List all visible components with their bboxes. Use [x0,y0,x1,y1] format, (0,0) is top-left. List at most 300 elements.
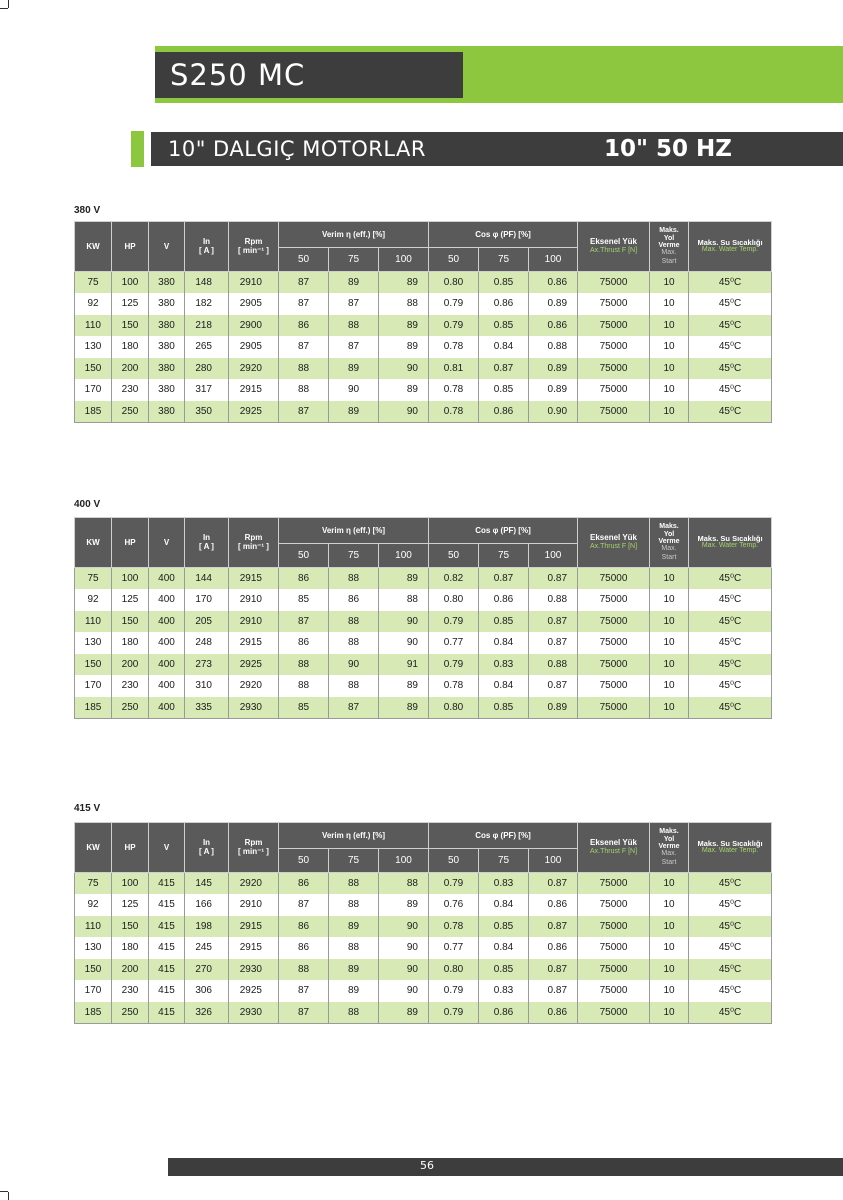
table-cell: 0.86 [529,272,578,294]
table-slot-415 [0,822,763,1024]
table-cell: 0.88 [529,589,578,611]
table-row [75,401,772,423]
table-cell: 380 [149,293,185,315]
table-cell: 130 [75,937,112,959]
table-cell: 0.90 [529,401,578,423]
col-rpm [229,222,279,272]
table-cell: 380 [149,315,185,337]
table-cell: 90 [379,916,429,938]
table-cell: 87 [279,401,329,423]
table-cell: 45⁰C [689,916,772,938]
page-number: 56 [420,1159,434,1172]
table-row [75,937,772,959]
col-v: V [149,518,185,568]
table-cell: 88 [379,873,429,895]
table-cell: 2925 [229,654,279,676]
table-cell: 0.85 [479,379,529,401]
table-cell: 245 [185,937,229,959]
col-hp: HP [112,823,149,873]
table-cell: 350 [185,401,229,423]
col-in-label: In [202,237,211,247]
table-cell: 89 [379,568,429,590]
table-cell: 0.89 [529,293,578,315]
table-cell: 45⁰C [689,358,772,380]
col-pf-75: 75 [479,849,529,873]
table-row [75,675,772,697]
table-cell: 145 [185,873,229,895]
table-cell: 148 [185,272,229,294]
col-efficiency: Verim η (eff.) [%] [279,222,429,248]
col-kw: KW [75,222,112,272]
table-cell: 125 [112,293,149,315]
table-cell: 10 [650,379,689,401]
table-cell: 75000 [578,980,650,1002]
table-body [75,568,772,719]
table-cell: 88 [329,568,379,590]
table-cell: 87 [329,697,379,719]
table-cell: 0.79 [429,315,479,337]
col-starts-1: Maks. [659,227,679,235]
table-cell: 10 [650,959,689,981]
table-row [75,293,772,315]
table-cell: 185 [75,401,112,423]
table-cell: 89 [329,980,379,1002]
table-cell: 150 [112,611,149,633]
table-cell: 86 [279,916,329,938]
table-cell: 0.86 [529,315,578,337]
table-cell: 100 [112,873,149,895]
table-row [75,632,772,654]
col-pf-100: 100 [529,544,578,568]
table-cell: 380 [149,272,185,294]
table-cell: 10 [650,937,689,959]
table-cell: 89 [329,358,379,380]
table-cell: 2925 [229,401,279,423]
col-starts-1: Maks. [659,828,679,836]
table-cell: 0.78 [429,916,479,938]
table-cell: 45⁰C [689,589,772,611]
table-cell: 89 [379,1002,429,1024]
table-cell: 170 [75,675,112,697]
table-cell: 10 [650,1002,689,1024]
table-cell: 2915 [229,916,279,938]
table-cell: 88 [279,358,329,380]
table-cell: 0.85 [479,315,529,337]
table-cell: 180 [112,632,149,654]
table-cell: 230 [112,675,149,697]
table-cell: 0.89 [529,697,578,719]
table-cell: 180 [112,336,149,358]
table-cell: 88 [329,873,379,895]
table-cell: 0.84 [479,675,529,697]
table-row [75,589,772,611]
table-cell: 10 [650,873,689,895]
col-temp-en: Max. Water Temp. [701,847,759,855]
table-cell: 0.84 [479,894,529,916]
table-cell: 280 [185,358,229,380]
col-in [185,518,229,568]
table-cell: 380 [149,379,185,401]
table-cell: 166 [185,894,229,916]
table-cell: 2930 [229,959,279,981]
table-cell: 10 [650,358,689,380]
table-row [75,654,772,676]
col-starts-en-1: Max. [661,850,677,858]
col-rpm-label: Rpm [244,533,263,543]
table-cell: 75000 [578,379,650,401]
table-cell: 0.79 [429,654,479,676]
table-cell: 248 [185,632,229,654]
table-cell: 90 [379,937,429,959]
table-row [75,568,772,590]
table-cell: 90 [379,358,429,380]
col-pf-50: 50 [429,248,479,272]
table-cell: 415 [149,1002,185,1024]
table-row [75,358,772,380]
table-cell: 0.84 [479,336,529,358]
subtitle-accent [131,131,144,167]
table-cell: 0.85 [479,611,529,633]
table-cell: 88 [279,959,329,981]
col-rpm-label: Rpm [244,237,263,247]
col-eff-50: 50 [279,544,329,568]
col-thrust [578,518,650,568]
crop-mark-bottom-left-h [0,1191,8,1192]
table-cell: 110 [75,315,112,337]
table-row [75,379,772,401]
table-cell: 88 [279,654,329,676]
table-cell: 0.86 [479,401,529,423]
table-cell: 10 [650,315,689,337]
col-starts-en-2: Start [661,858,677,866]
table-cell: 2910 [229,272,279,294]
col-in-unit: [ A ] [199,541,214,551]
col-hp: HP [112,222,149,272]
table-cell: 10 [650,293,689,315]
col-thrust-en: Ax.Thrust F [N] [589,542,638,550]
table-cell: 86 [279,873,329,895]
table-cell: 250 [112,697,149,719]
table-cell: 400 [149,675,185,697]
table-cell: 89 [379,697,429,719]
table-cell: 90 [379,959,429,981]
table-cell: 45⁰C [689,272,772,294]
table-cell: 45⁰C [689,654,772,676]
table-cell: 415 [149,873,185,895]
table-cell: 75000 [578,401,650,423]
table-cell: 10 [650,589,689,611]
col-kw: KW [75,518,112,568]
table-cell: 90 [329,654,379,676]
table-row [75,980,772,1002]
table-cell: 0.84 [479,632,529,654]
table-row [75,272,772,294]
table-cell: 100 [112,568,149,590]
table-cell: 90 [379,980,429,1002]
col-temp [689,222,772,272]
table-cell: 0.80 [429,697,479,719]
table-cell: 45⁰C [689,937,772,959]
table-cell: 400 [149,611,185,633]
table-cell: 2915 [229,632,279,654]
table-cell: 0.86 [529,1002,578,1024]
table-cell: 0.77 [429,632,479,654]
col-starts [650,518,689,568]
frequency-label: 10" 50 HZ [604,136,732,162]
table-cell: 45⁰C [689,873,772,895]
col-temp-en: Max. Water Temp. [701,542,759,550]
table-cell: 75000 [578,937,650,959]
crop-mark-bottom-left [8,1192,9,1200]
crop-mark-top-left [8,0,9,8]
col-rpm [229,518,279,568]
table-cell: 380 [149,358,185,380]
col-temp-label: Maks. Su Sıcaklığı [697,533,763,543]
table-cell: 10 [650,272,689,294]
table-row [75,315,772,337]
table-cell: 144 [185,568,229,590]
table-cell: 87 [279,1002,329,1024]
table-cell: 125 [112,589,149,611]
table-cell: 2905 [229,336,279,358]
col-in-label: In [202,838,211,848]
table-cell: 0.80 [429,589,479,611]
col-starts-2: Yol [663,530,675,538]
table-cell: 88 [379,293,429,315]
col-starts [650,222,689,272]
table-cell: 218 [185,315,229,337]
table-cell: 415 [149,894,185,916]
table-cell: 75000 [578,675,650,697]
table-cell: 200 [112,959,149,981]
table-cell: 110 [75,611,112,633]
table-cell: 0.79 [429,611,479,633]
table-cell: 0.86 [529,937,578,959]
col-starts-3: Verme [658,242,680,250]
col-starts-en-1: Max. [661,249,677,257]
table-cell: 2900 [229,315,279,337]
footer-bar [168,1158,843,1176]
table-cell: 380 [149,336,185,358]
table-cell: 0.87 [529,980,578,1002]
table-cell: 45⁰C [689,675,772,697]
table-cell: 88 [329,632,379,654]
col-efficiency: Verim η (eff.) [%] [279,823,429,849]
table-cell: 150 [75,654,112,676]
table-cell: 89 [379,315,429,337]
table-cell: 0.79 [429,980,479,1002]
table-cell: 200 [112,654,149,676]
table-cell: 150 [112,315,149,337]
table-cell: 75000 [578,611,650,633]
table-cell: 45⁰C [689,632,772,654]
table-cell: 130 [75,336,112,358]
table-cell: 0.87 [529,916,578,938]
table-row [75,697,772,719]
table-cell: 89 [329,959,379,981]
table-cell: 0.88 [529,336,578,358]
table-cell: 91 [379,654,429,676]
table-cell: 100 [112,272,149,294]
col-in-label: In [202,533,211,543]
table-cell: 2920 [229,675,279,697]
table-cell: 0.87 [529,675,578,697]
table-cell: 0.83 [479,654,529,676]
col-eff-100: 100 [379,544,429,568]
col-eff-100: 100 [379,849,429,873]
table-cell: 75000 [578,358,650,380]
col-temp-label: Maks. Su Sıcaklığı [697,237,763,247]
col-thrust [578,823,650,873]
table-cell: 0.79 [429,293,479,315]
table-cell: 0.87 [529,632,578,654]
col-starts-en-2: Start [661,257,677,265]
table-cell: 0.79 [429,873,479,895]
table-cell: 86 [279,632,329,654]
table-cell: 92 [75,589,112,611]
table-cell: 0.87 [529,959,578,981]
table-body [75,272,772,423]
col-temp-en: Max. Water Temp. [701,246,759,254]
col-rpm-unit: [ min⁻¹ ] [238,541,269,551]
table-cell: 75000 [578,336,650,358]
table-row [75,611,772,633]
table-cell: 0.82 [429,568,479,590]
table-cell: 415 [149,980,185,1002]
table-cell: 380 [149,401,185,423]
table-cell: 75 [75,272,112,294]
table-cell: 2915 [229,568,279,590]
table-cell: 182 [185,293,229,315]
table-cell: 87 [279,272,329,294]
table-cell: 75000 [578,959,650,981]
col-temp [689,518,772,568]
table-cell: 75000 [578,568,650,590]
col-cosphi: Cos φ (PF) [%] [429,222,578,248]
table-cell: 0.87 [529,873,578,895]
table-body [75,873,772,1024]
table-cell: 250 [112,401,149,423]
table-cell: 86 [279,315,329,337]
table-cell: 200 [112,358,149,380]
col-in-unit: [ A ] [199,245,214,255]
table-cell: 2915 [229,937,279,959]
table-cell: 88 [279,675,329,697]
table-cell: 326 [185,1002,229,1024]
table-cell: 0.87 [479,358,529,380]
table-cell: 400 [149,654,185,676]
table-cell: 10 [650,568,689,590]
voltage-label-400: 400 V [74,499,101,510]
col-starts-3: Verme [658,843,680,851]
col-cosphi: Cos φ (PF) [%] [429,518,578,544]
col-rpm-label: Rpm [244,838,263,848]
col-rpm-unit: [ min⁻¹ ] [238,245,269,255]
table-cell: 10 [650,401,689,423]
table-cell: 110 [75,916,112,938]
col-pf-100: 100 [529,849,578,873]
table-cell: 0.78 [429,401,479,423]
table-cell: 0.80 [429,272,479,294]
table-cell: 75000 [578,272,650,294]
table-cell: 45⁰C [689,980,772,1002]
table-cell: 273 [185,654,229,676]
table-cell: 75000 [578,293,650,315]
table-cell: 0.85 [479,959,529,981]
col-thrust-en: Ax.Thrust F [N] [589,246,638,254]
table-cell: 89 [329,916,379,938]
table-cell: 10 [650,611,689,633]
table-cell: 0.87 [529,568,578,590]
table-cell: 415 [149,916,185,938]
table-cell: 0.76 [429,894,479,916]
table-cell: 88 [329,315,379,337]
col-hp: HP [112,518,149,568]
table-cell: 0.78 [429,675,479,697]
table-row [75,336,772,358]
table-cell: 87 [329,293,379,315]
table-row [75,959,772,981]
table-cell: 89 [379,336,429,358]
table-cell: 265 [185,336,229,358]
table-cell: 185 [75,697,112,719]
col-kw: KW [75,823,112,873]
col-temp-label: Maks. Su Sıcaklığı [697,838,763,848]
table-cell: 75000 [578,589,650,611]
col-starts [650,823,689,873]
col-starts-2: Yol [663,234,675,242]
table-cell: 45⁰C [689,1002,772,1024]
table-cell: 180 [112,937,149,959]
col-thrust-label: Eksenel Yük [590,237,638,247]
table-cell: 45⁰C [689,959,772,981]
table-cell: 45⁰C [689,336,772,358]
table-cell: 45⁰C [689,379,772,401]
table-cell: 90 [379,611,429,633]
table-cell: 0.87 [479,568,529,590]
table-cell: 400 [149,697,185,719]
table-cell: 75 [75,568,112,590]
table-row [75,894,772,916]
table-cell: 270 [185,959,229,981]
table-cell: 87 [279,894,329,916]
table-cell: 170 [185,589,229,611]
table-cell: 88 [329,611,379,633]
table-row [75,1002,772,1024]
table-cell: 88 [329,675,379,697]
table-cell: 89 [379,379,429,401]
table-cell: 185 [75,1002,112,1024]
col-v: V [149,823,185,873]
table-cell: 150 [75,358,112,380]
table-cell: 400 [149,632,185,654]
col-efficiency: Verim η (eff.) [%] [279,518,429,544]
table-cell: 75000 [578,894,650,916]
table-cell: 150 [75,959,112,981]
col-in [185,823,229,873]
table-cell: 400 [149,568,185,590]
table-cell: 310 [185,675,229,697]
table-cell: 88 [279,379,329,401]
table-slot-400 [0,517,763,719]
table-cell: 170 [75,379,112,401]
table-cell: 205 [185,611,229,633]
table-cell: 250 [112,1002,149,1024]
table-cell: 0.80 [429,959,479,981]
table-cell: 2910 [229,611,279,633]
col-eff-75: 75 [329,849,379,873]
col-thrust [578,222,650,272]
